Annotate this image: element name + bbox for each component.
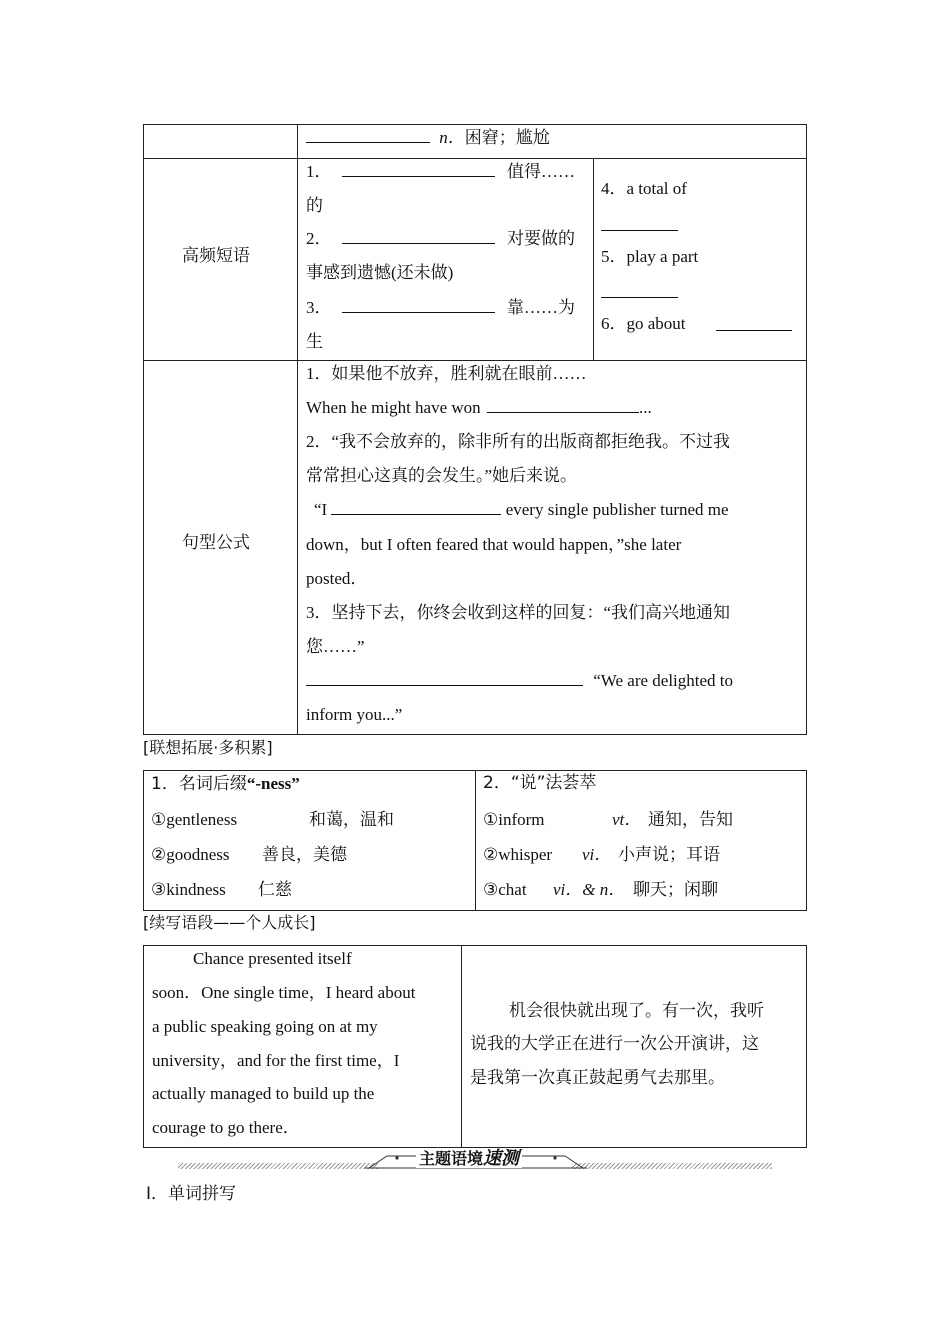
blank-line — [342, 175, 495, 177]
sentence-3-cn-2: 您……” — [306, 637, 365, 656]
phrase-item-1: 1． — [306, 163, 495, 180]
expand-left-word: ①gentleness — [151, 810, 238, 829]
expand-right-pos: vi．& n． — [553, 880, 626, 899]
expand-right-title: 2．“说”法荟萃 — [483, 773, 597, 793]
phrase-item-1-cont: 的 — [306, 196, 323, 215]
sentence-3-en-2: inform you...” — [306, 705, 403, 724]
part-of-speech: n． — [439, 128, 465, 147]
sentence-2-en-1: “I every single publisher turned me — [314, 500, 729, 519]
blank-line — [601, 230, 678, 231]
phrase-col-divider — [593, 158, 594, 360]
phrase-item-3-cont: 生 — [306, 332, 323, 351]
table-col-divider — [297, 124, 298, 735]
phrase-item-2-cont: 事感到遗憾(还未做) — [306, 263, 454, 282]
expand-right-word: ②whisper — [483, 845, 553, 864]
banner-hatch-left — [178, 1163, 378, 1169]
writing-col-divider — [461, 945, 462, 1148]
expand-right-meaning: 通知，告知 — [648, 810, 733, 829]
expand-col-divider — [475, 770, 476, 911]
sentence-2-cn-2: 常常担心这真的会发生。”她后来说。 — [306, 466, 578, 485]
sentence-2-en-2: down，but I often feared that would happen，”she later — [306, 535, 682, 554]
banner-hatch-right — [572, 1163, 772, 1169]
writing-en-line: Chance presented itself — [193, 949, 352, 968]
expand-right-pos: vt． — [612, 810, 642, 829]
blank-line — [306, 141, 430, 143]
sentence-1-cn: 1．如果他不放弃，胜利就在眼前…… — [306, 364, 587, 383]
writing-en-line: courage to go there． — [152, 1118, 300, 1137]
table-row-divider — [143, 158, 807, 159]
sentence-2-en-3: posted． — [306, 569, 368, 588]
sentence-3-en-1: “We are delighted to — [306, 672, 733, 689]
blank-line — [487, 411, 639, 413]
writing-en-line: actually managed to build up the — [152, 1084, 375, 1103]
row-label-high-freq: 高频短语 — [182, 246, 250, 266]
writing-cn-line: 是我第一次真正鼓起勇气去那里。 — [470, 1068, 725, 1087]
expand-left-word: ②goodness — [151, 845, 230, 864]
sentence-3-cn-1: 3．坚持下去，你终会收到这样的回复：“我们高兴地通知 — [306, 603, 731, 622]
section-title-writing: [续写语段——个人成长] — [143, 913, 316, 932]
expand-right-meaning: 小声说；耳语 — [618, 845, 720, 864]
phrase-item-3-meaning: 靠……为 — [507, 298, 575, 317]
sentence-2-cn-1: 2．“我不会放弃的，除非所有的出版商都拒绝我。不过我 — [306, 432, 731, 451]
section-heading-spelling: Ⅰ．单词拼写 — [146, 1184, 237, 1204]
phrase-item-4: 4．a total of — [601, 179, 687, 198]
expand-right-word: ③chat — [483, 880, 527, 899]
blank-line — [342, 242, 495, 244]
banner-title: 主题语境速测 — [416, 1150, 522, 1168]
expand-left-meaning: 善良，美德 — [262, 845, 347, 864]
expand-right-pos: vi． — [582, 845, 612, 864]
top-row-entry — [306, 129, 550, 146]
writing-en-line: university，and for the first time，I — [152, 1051, 400, 1070]
table-row-divider — [143, 360, 807, 361]
writing-en-line: soon．One single time，I heard about — [152, 983, 416, 1002]
expand-left-meaning: 仁慈 — [258, 880, 292, 899]
section-title-expand: [联想拓展·多积累] — [143, 738, 273, 757]
vocab-table — [143, 124, 807, 735]
phrase-item-5: 5．play a part — [601, 247, 699, 266]
expand-right-word: ①inform — [483, 810, 545, 829]
blank-line — [342, 311, 495, 313]
blank-line — [306, 684, 583, 686]
phrase-item-6: 6．go about — [601, 314, 686, 333]
blank-line — [601, 297, 678, 298]
sentence-1-en: When he might have won ... — [306, 398, 652, 417]
blank-line — [716, 330, 792, 331]
writing-cn-line: 说我的大学正在进行一次公开演讲，这 — [470, 1034, 759, 1053]
writing-en-line: a public speaking going on at my — [152, 1017, 378, 1036]
expand-left-meaning: 和蔼，温和 — [309, 810, 394, 829]
phrase-item-1-meaning: 值得…… — [507, 162, 575, 181]
phrase-item-2-meaning: 对要做的 — [507, 229, 575, 248]
phrase-item-2: 2． — [306, 230, 495, 247]
writing-cn-line: 机会很快就出现了。有一次，我听 — [509, 1001, 764, 1020]
expand-left-title: 1．名词后缀“-ness” — [151, 774, 300, 794]
expand-right-meaning: 聊天；闲聊 — [633, 880, 718, 899]
row-label-sentence: 句型公式 — [182, 533, 250, 553]
meaning-text: 困窘；尴尬 — [464, 128, 550, 147]
expand-left-word: ③kindness — [151, 880, 226, 899]
phrase-item-3: 3． — [306, 299, 495, 316]
blank-line — [331, 513, 501, 515]
